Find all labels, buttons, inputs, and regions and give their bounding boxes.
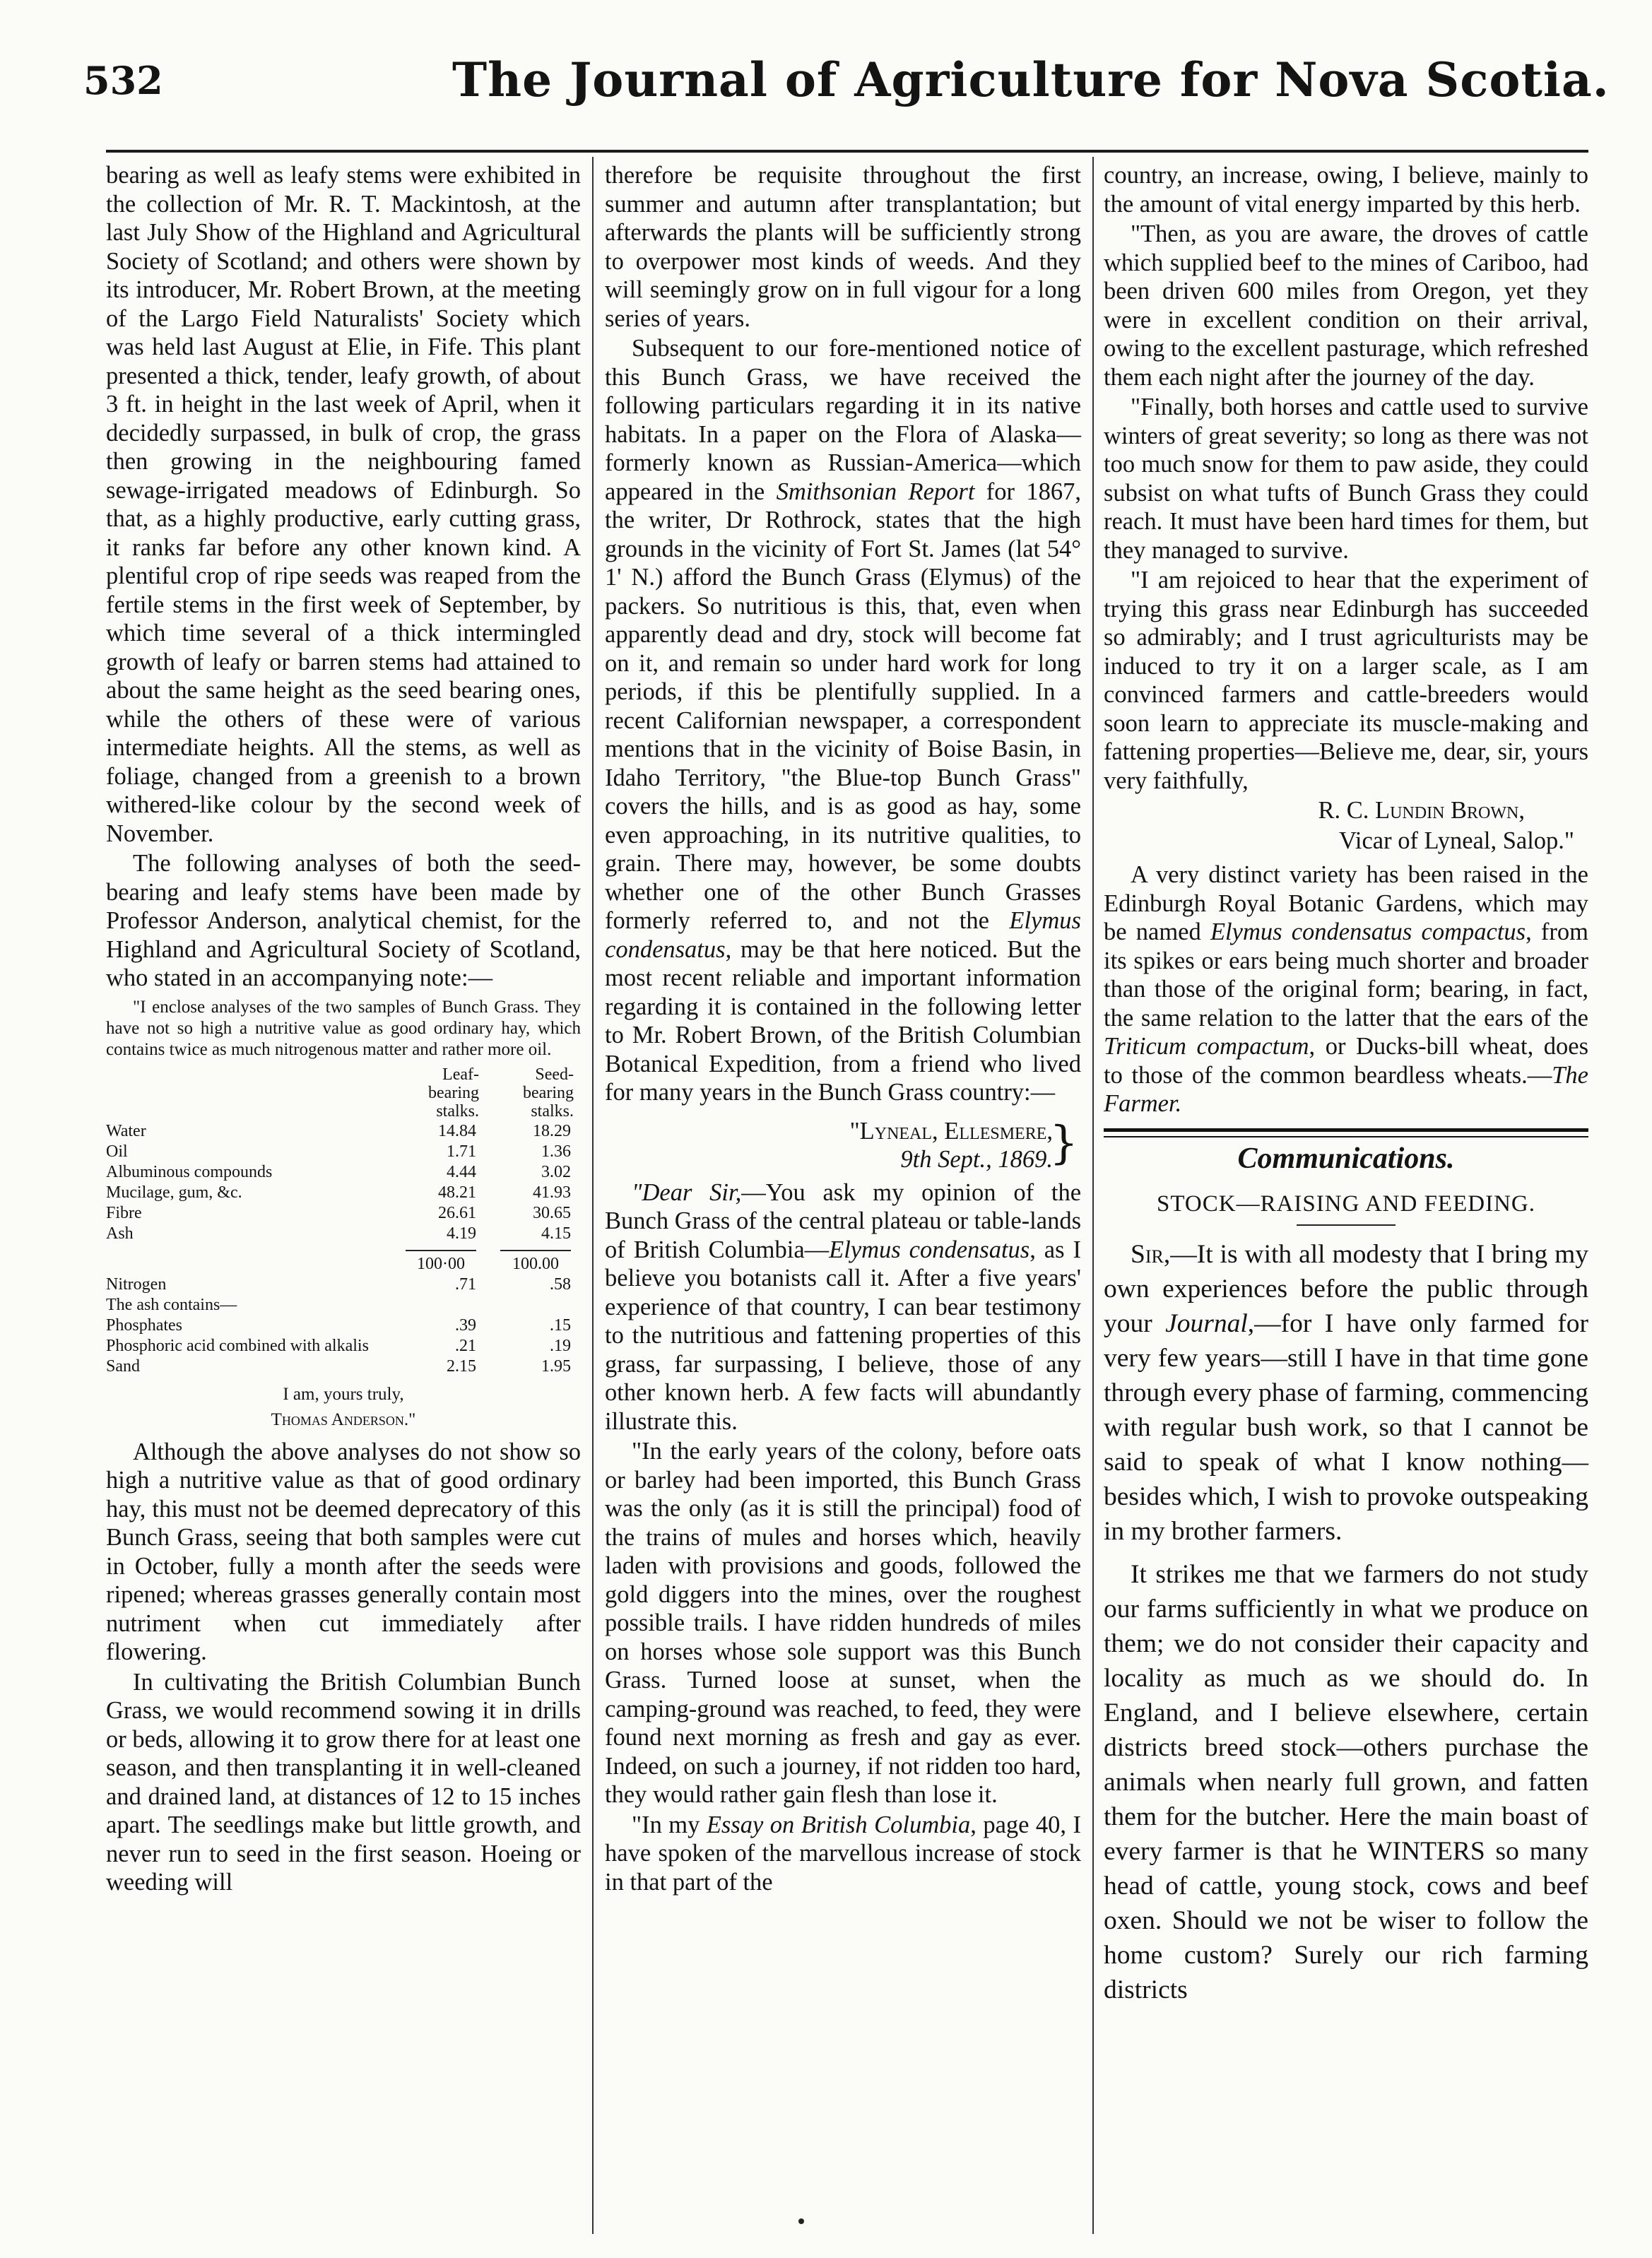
brace-glyph: } bbox=[1049, 1116, 1078, 1169]
journal-title: The Journal of Agriculture for Nova Scotia. bbox=[452, 52, 1610, 107]
signature-brown: R. C. Lundin Brown, bbox=[1318, 797, 1525, 824]
heading-rule bbox=[1297, 1224, 1396, 1226]
column-1 bbox=[106, 161, 581, 1897]
page-mark bbox=[798, 2218, 804, 2224]
signature-brown-title: Vicar of Lyneal, Salop." bbox=[1339, 827, 1574, 854]
page-number: 532 bbox=[83, 58, 163, 103]
letter-dateline: "Lyneal, Ellesmere, 9th Sept., 1869. } bbox=[849, 1116, 1078, 1173]
analysis-note: "I enclose analyses of the two samples of Bunch Grass. They have not so high a nutritive value as good ordinary hay, which contains twice as much nitrogenous matter and rather more oil. bbox=[106, 997, 581, 1059]
comm-paragraph-1: Sir,—It is with all modesty that I bring my own experiences before the public through your Journal,—for I have only farmed for very few years—still I have in that time gone through every phase of farming, commencing with regular bush work, so that I cannot be said to speak of what I know nothing—besides which, I wish to provoke outspeaking in my brother farmers. bbox=[1104, 1239, 1588, 1546]
col1-paragraph-3: Although the above analyses do not show so high a nutritive value as that of good ordinary hay, this must not be deemed deprecatory of this Bunch Grass, seeing that both samples were cut in October, fully a month after the seeds were ripened; whereas grasses generally contain most nutriment when cut immediately after flowering. bbox=[106, 1438, 581, 1665]
section-heading: Communications. bbox=[1237, 1142, 1455, 1175]
table-row: Sand 2.15 1.95 bbox=[106, 1356, 571, 1376]
column-2 bbox=[605, 161, 1081, 1896]
column-divider-1 bbox=[592, 157, 594, 2234]
table-row: Albuminous compounds 4.44 3.02 bbox=[106, 1162, 571, 1181]
table-row: Phosphates .39 .15 bbox=[106, 1316, 571, 1335]
article-heading: STOCK—RAISING AND FEEDING. bbox=[1156, 1191, 1535, 1217]
table-header-seed: Seed-bearing stalks. bbox=[523, 1065, 574, 1121]
col3-paragraph-3: "Finally, both horses and cattle used to survive winters of great severity; so long as there was not too much snow for them to paw aside, they could subsist on what tufts of Bunch Grass they could reach. It must have been hard times for them, but they managed to survive. bbox=[1104, 394, 1588, 564]
table-row: Ash 4.19 4.15 bbox=[106, 1224, 571, 1243]
signature-anderson: Thomas Anderson." bbox=[271, 1409, 416, 1429]
comm-paragraph-2: It strikes me that we farmers do not study our farms sufficiently in what we produce on them; we do not consider their capacity and locality as much as we should do. In England, and I believe elsewhere, certain districts breed stock—others purchase the animals when nearly full grown, and fatten them for the butcher. Here the main boast of every farmer is that he WINTERS so many head of cattle, young stock, cows and beef oxen. Should we not be wiser to follow the home custom? Surely our rich farming districts bbox=[1104, 1559, 1588, 2004]
table-header-leaf: Leaf-bearing stalks. bbox=[428, 1065, 479, 1121]
table-row: Fibre 26.61 30.65 bbox=[106, 1203, 571, 1222]
section-rule bbox=[1104, 1128, 1588, 1132]
col2-paragraph-2: Subsequent to our fore-mentioned notice of this Bunch Grass, we have received the following particulars regarding it in its native habitats. In a paper on the Flora of Alaska—formerly known as Russian-America—which appeared in the Smithsonian Report for 1867, the writer, Dr Rothrock, states that the high grounds in the vicinity of Fort St. James (lat 54° 1' N.) afford the Bunch Grass (Elymus) of the packers. So nutritious is this, that, even when apparently dead and dry, stock will become fat on it, and remain so under hard work for long periods, if this be plentifully supplied. In a recent Californian newspaper, a correspondent mentions that in the vicinity of Boise Basin, in Idaho Territory, "the Blue-top Bunch Grass" covers the hills, and is as good as hay, some even approaching, in its nutritive qualities, to grain. There may, however, be some doubts whether one of the other Bunch Grasses formerly referred to, and not the Elymus condensatus, may be that here noticed. But the most recent reliable and important information regarding it is contained in the following letter to Mr. Robert Brown, of the British Columbian Botanical Expedition, from a friend who lived for many years in the Bunch Grass country:— bbox=[605, 335, 1081, 1106]
col3-paragraph-1: country, an increase, owing, I believe, mainly to the amount of vital energy imparted by this herb. bbox=[1104, 162, 1588, 218]
header-rule bbox=[106, 150, 1588, 153]
col1-paragraph-4: In cultivating the British Columbian Bunch Grass, we would recommend sowing it in drills or beds, allowing it to grow there for at least one season, and then transplanting it in well-cleaned and drained land, at distances of 12 to 15 inches apart. The seedlings make but little growth, and never run to seed in the first season. Hoeing or weeding will bbox=[106, 1668, 581, 1896]
section-rule-thin bbox=[1104, 1136, 1588, 1137]
analysis-table bbox=[106, 1065, 581, 1377]
closing-line: I am, yours truly, bbox=[283, 1384, 404, 1404]
col2-paragraph-5: "In my Essay on British Columbia, page 40, I have spoken of the marvellous increase of stock in that part of the bbox=[605, 1811, 1081, 1896]
col3-paragraph-2: "Then, as you are aware, the droves of cattle which supplied beef to the mines of Cariboo, had been driven 600 miles from Oregon, yet they were in excellent condition on their arrival, owing to the excellent pasturage, which refreshed them each night after the journey of the day. bbox=[1104, 220, 1588, 391]
col3-paragraph-4: "I am rejoiced to hear that the experiment of trying this grass near Edinburgh has succeeded so admirably; and I trust agriculturists may be induced to try it on a larger scale, as I am convinced farmers and cattle-breeders would soon learn to appreciate its muscle-making and fattening properties—Believe me, dear, sir, yours very faithfully, bbox=[1104, 567, 1588, 794]
col2-paragraph-3: "Dear Sir,—You ask my opinion of the Bunch Grass of the central plateau or table-lands of British Columbia—Elymus condensatus, as I believe you botanists call it. After a five years' experience of that country, I can bear testimony to the nutritious and fattening properties of this grass, far surpassing, I believe, those of any other known herb. A few facts will abundantly illustrate this. bbox=[605, 1178, 1082, 1435]
column-divider-2 bbox=[1092, 157, 1094, 2234]
col2-paragraph-1: therefore be requisite throughout the first summer and autumn after transplantation; but afterwards the plants will be sufficiently strong to overpower most kinds of weeds. And they will seemingly grow on in full vigour for a long series of years. bbox=[605, 162, 1081, 332]
col1-paragraph-2: The following analyses of both the seed-bearing and leafy stems have been made by Professor Anderson, analytical chemist, for the Highland and Agricultural Society of Scotland, who stated in an accompanying note:— bbox=[106, 850, 581, 991]
table-row: Mucilage, gum, &c. 48.21 41.93 bbox=[106, 1183, 571, 1202]
col2-paragraph-4: "In the early years of the colony, before oats or barley had been imported, this Bunch Grass was the only (as it is still the principal) food of the trains of mules and horses which, heavily laden with provisions and goods, followed the gold diggers into the mines, over the roughest possible trails. I have ridden hundreds of miles on horses whose sole support was this Bunch Grass. Turned loose at sunset, when the camping-ground was reached, to feed, they were found next morning as fresh and gay as ever. Indeed, on such a journey, if not ridden too hard, they would rather gain flesh than lose it. bbox=[605, 1438, 1081, 1808]
table-row: The ash contains— bbox=[106, 1295, 237, 1314]
table-row: Nitrogen .71 .58 bbox=[106, 1275, 571, 1294]
table-total-row: 100·00 100.00 bbox=[106, 1244, 581, 1275]
table-row: Oil 1.71 1.36 bbox=[106, 1142, 571, 1161]
column-3 bbox=[1104, 161, 1588, 2007]
table-row: Water 14.84 18.29 bbox=[106, 1121, 571, 1140]
col3-paragraph-5: A very distinct variety has been raised in the Edinburgh Royal Botanic Gardens, which may be named Elymus condensatus compactus, from its spikes or ears being much shorter and broader than those of the original form; bearing, in fact, the same relation to the latter that the ears of the Triticum compactum, or Ducks-bill wheat, does to those of the common beardless wheats.—The Farmer. bbox=[1104, 861, 1588, 1117]
table-row: Phosphoric acid combined with alkalis .21 .19 bbox=[106, 1336, 571, 1355]
col1-paragraph-1: bearing as well as leafy stems were exhibited in the collection of Mr. R. T. Mackintosh, at the last July Show of the Highland and Agricultural Society of Scotland; and others were shown by its introducer, Mr. Robert Brown, at the meeting of the Largo Field Naturalists' Society which was held last August at Elie, in Fife. This plant presented a thick, tender, leafy growth, of about 3 ft. in height in the last week of April, when it decidedly surpassed, in bulk of crop, the grass then growing in the neighbouring famed sewage-irrigated meadows of Edinburgh. So that, as a highly productive, early cutting grass, it ranks far before any other known kind. A plentiful crop of ripe seeds was reaped from the fertile stems in the first week of September, by which time several of a thick intermingled growth of leafy or barren stems had attained to about the same height as the seed bearing ones, while the others of these were of various intermediate heights. All the stems, as well as foliage, changed from a greenish to a brown withered-like colour by the second week of November. bbox=[106, 162, 581, 847]
